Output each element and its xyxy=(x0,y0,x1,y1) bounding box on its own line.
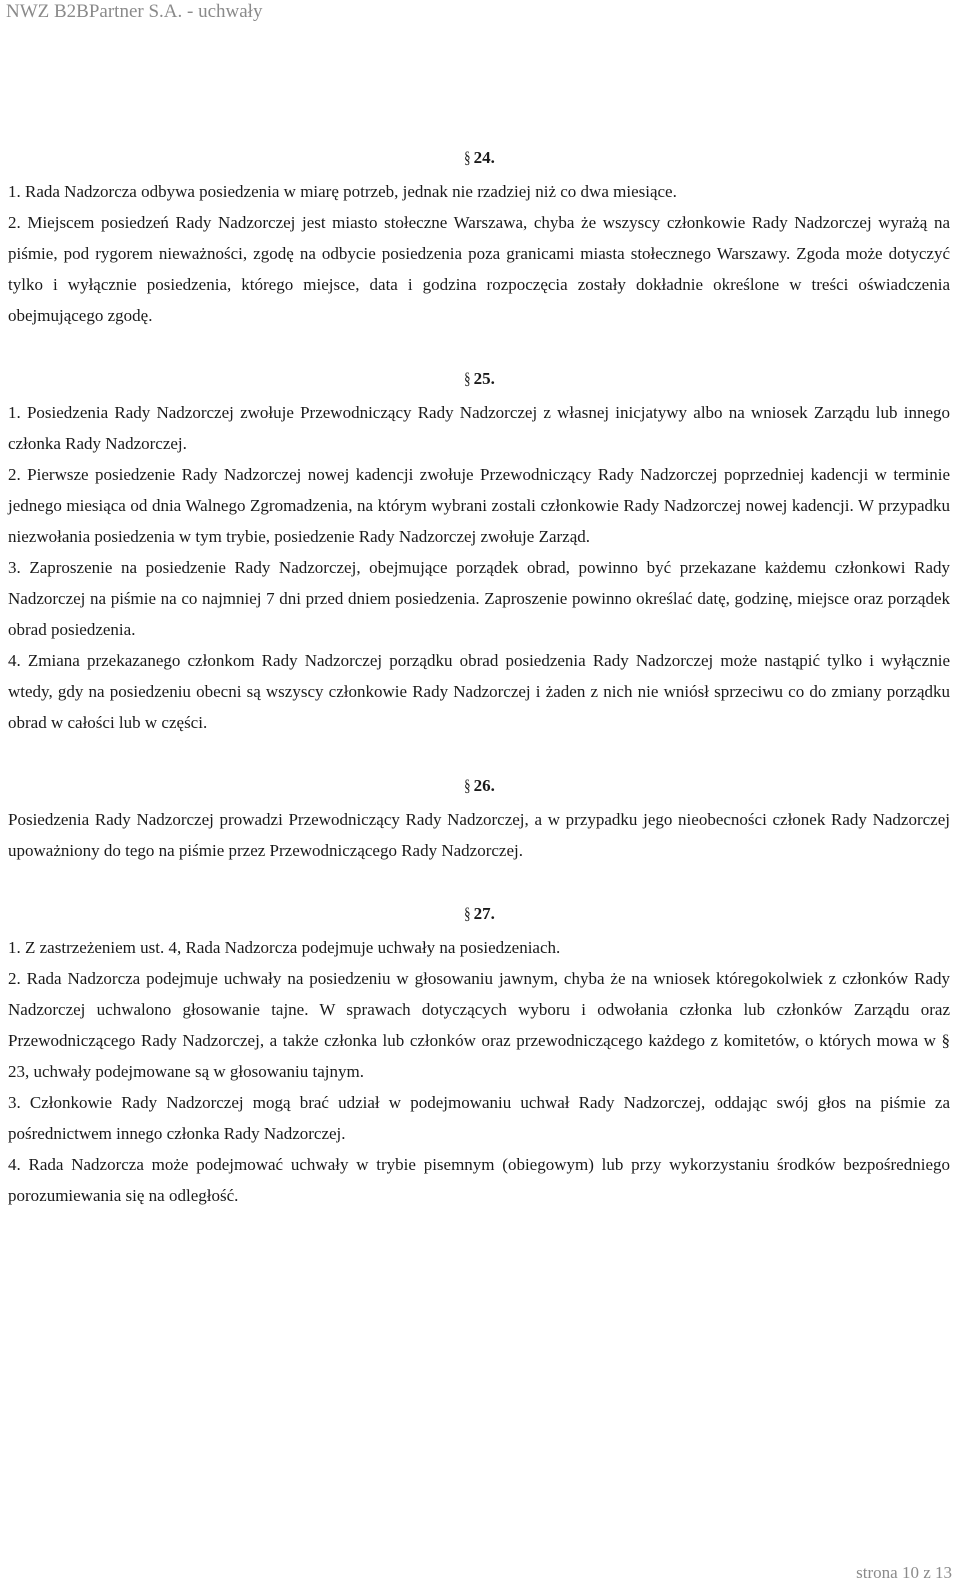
section-number: 27. xyxy=(473,904,495,923)
section-heading-26 xyxy=(8,768,950,804)
section-symbol: § xyxy=(464,148,471,167)
document-body xyxy=(8,140,950,1211)
paragraph: 1. Rada Nadzorcza odbywa posiedzenia w miarę potrzeb, jednak nie rzadziej niż co dwa miesiące. xyxy=(8,182,677,201)
document-header: NWZ B2BPartner S.A. - uchwały xyxy=(6,1,263,22)
paragraph: 3. Zaproszenie na posiedzenie Rady Nadzorczej, obejmujące porządek obrad, powinno być przekazane każdemu członkowi Rady Nadzorczej na piśmie na co najmniej 7 dni przed dniem posiedzenia. Zaproszenie powinno określać datę, godzinę, miejsce oraz porządek obrad posiedzenia. xyxy=(8,558,950,639)
paragraph: 2. Rada Nadzorcza podejmuje uchwały na posiedzeniu w głosowaniu jawnym, chyba że na wniosek któregokolwiek z członków Rady Nadzorczej uchwalono głosowanie tajne. W sprawach dotyczących wyboru i odwołania członka lub członków Zarządu oraz Przewodniczącego Rady Nadzorczej, a także członka lub członków oraz przewodniczącego każdego z komitetów, o których mowa w § 23, uchwały podejmowane są w głosowaniu tajnym. xyxy=(8,969,950,1081)
paragraph: 2. Pierwsze posiedzenie Rady Nadzorczej nowej kadencji zwołuje Przewodniczący Rady Nadzorczej poprzedniej kadencji w terminie jednego miesiąca od dnia Walnego Zgromadzenia, na którym wybrani zostali członkowie Rady Nadzorczej nowej kadencji. W przypadku niezwołania posiedzenia w tym trybie, posiedzenie Rady Nadzorczej zwołuje Zarząd. xyxy=(8,465,950,546)
section-number: 24. xyxy=(473,148,495,167)
section-symbol: § xyxy=(464,904,471,923)
paragraph: 1. Posiedzenia Rady Nadzorczej zwołuje Przewodniczący Rady Nadzorczej z własnej inicjatywy albo na wniosek Zarządu lub innego członka Rady Nadzorczej. xyxy=(8,403,950,453)
section-number: 25. xyxy=(473,369,495,388)
section-heading-27 xyxy=(8,896,950,932)
paragraph: 2. Miejscem posiedzeń Rady Nadzorczej jest miasto stołeczne Warszawa, chyba że wszyscy członkowie Rady Nadzorczej wyrażą na piśmie, pod rygorem nieważności, zgodę na odbycie posiedzenia poza granicami miasta stołecznego Warszawy. Zgoda może dotyczyć tylko i wyłącznie posiedzenia, którego miejsce, data i godzina rozpoczęcia zostały dokładnie określone w treści oświadczenia obejmującego zgodę. xyxy=(8,213,950,325)
section-symbol: § xyxy=(464,776,471,795)
paragraph: 3. Członkowie Rady Nadzorczej mogą brać udział w podejmowaniu uchwał Rady Nadzorczej, oddając swój głos na piśmie za pośrednictwem innego członka Rady Nadzorczej. xyxy=(8,1093,950,1143)
paragraph: 4. Rada Nadzorcza może podejmować uchwały w trybie pisemnym (obiegowym) lub przy wykorzystaniu środków bezpośredniego porozumiewania się na odległość. xyxy=(8,1155,950,1205)
paragraph: 1. Z zastrzeżeniem ust. 4, Rada Nadzorcza podejmuje uchwały na posiedzeniach. xyxy=(8,938,561,957)
section-number: 26. xyxy=(473,776,495,795)
section-symbol: § xyxy=(464,369,471,388)
page-number: strona 10 z 13 xyxy=(856,1563,952,1582)
section-heading-24 xyxy=(8,140,950,176)
paragraph: Posiedzenia Rady Nadzorczej prowadzi Przewodniczący Rady Nadzorczej, a w przypadku jego nieobecności członek Rady Nadzorczej upoważniony do tego na piśmie przez Przewodniczącego Rady Nadzorczej. xyxy=(8,810,950,860)
section-heading-25 xyxy=(8,361,950,397)
paragraph: 4. Zmiana przekazanego członkom Rady Nadzorczej porządku obrad posiedzenia Rady Nadzorczej może nastąpić tylko i wyłącznie wtedy, gdy na posiedzeniu obecni są wszyscy członkowie Rady Nadzorczej i żaden z nich nie wniósł sprzeciwu co do zmiany porządku obrad w całości lub w części. xyxy=(8,651,950,732)
